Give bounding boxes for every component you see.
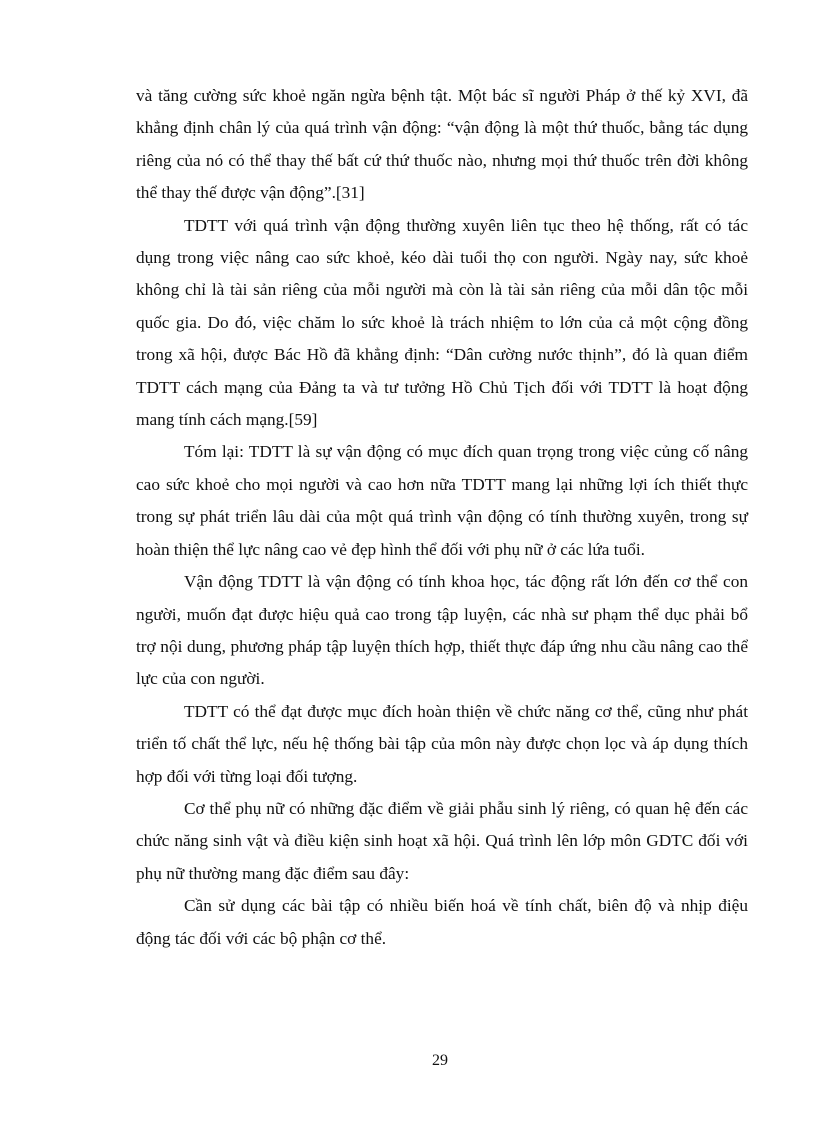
paragraph-exercise-variation: Cần sử dụng các bài tập có nhiều biến hoá về tính chất, biên độ và nhịp điệu động tác đối với các bộ phận cơ thể. (136, 896, 748, 948)
paragraph-continuation: và tăng cường sức khoẻ ngăn ngừa bệnh tật. Một bác sĩ người Pháp ở thế kỷ XVI, đã khẳng định chân lý của quá trình vận động: “vận động là một thứ thuốc, bằng tác dụng riêng của nó có thể thay thế bất cứ thứ thuốc nào, nhưng mọi thứ thuốc trên đời không thể thay thế được vận động”.[31] (136, 86, 748, 203)
paragraph-scientific-exercise: Vận động TDTT là vận động có tính khoa học, tác động rất lớn đến cơ thể con người, muốn đạt được hiệu quả cao trong tập luyện, các nhà sư phạm thể dục phải bổ trợ nội dung, phương pháp tập luyện thích hợp, thiết thực đáp ứng nhu cầu nâng cao thể lực của con người. (136, 572, 748, 689)
paragraph-tdtt-health: TDTT với quá trình vận động thường xuyên liên tục theo hệ thống, rất có tác dụng trong việc nâng cao sức khoẻ, kéo dài tuổi thọ con người. Ngày nay, sức khoẻ không chỉ là tài sản riêng của mỗi người mà còn là tài sản riêng của mỗi dân tộc mỗi quốc gia. Do đó, việc chăm lo sức khoẻ là trách nhiệm to lớn của cả một cộng đồng trong xã hội, được Bác Hồ đã khẳng định: “Dân cường nước thịnh”, đó là quan điểm TDTT cách mạng của Đảng ta và tư tưởng Hồ Chủ Tịch đối với TDTT là hoạt động mang tính cách mạng.[59] (136, 215, 748, 430)
paragraph-summary: Tóm lại: TDTT là sự vận động có mục đích quan trọng trong việc củng cố nâng cao sức khoẻ cho mọi người và cao hơn nữa TDTT mang lại những lợi ích thiết thực trong sự phát triển lâu dài của một quá trình vận động có tính thường xuyên, trong sự hoàn thiện thể lực nâng cao vẻ đẹp hình thể đối với phụ nữ ở các lứa tuổi. (136, 442, 748, 559)
paragraph-body-function: TDTT có thể đạt được mục đích hoàn thiện về chức năng cơ thể, cũng như phát triển tố chất thể lực, nếu hệ thống bài tập của môn này được chọn lọc và áp dụng thích hợp đối với từng loại đối tượng. (136, 701, 748, 786)
document-body (136, 80, 748, 955)
page-number: 29 (432, 1052, 448, 1069)
paragraph-women-physiology: Cơ thể phụ nữ có những đặc điểm về giải phẫu sinh lý riêng, có quan hệ đến các chức năng sinh vật và điều kiện sinh hoạt xã hội. Quá trình lên lớp môn GDTC đối với phụ nữ thường mang đặc điểm sau đây: (136, 798, 748, 883)
